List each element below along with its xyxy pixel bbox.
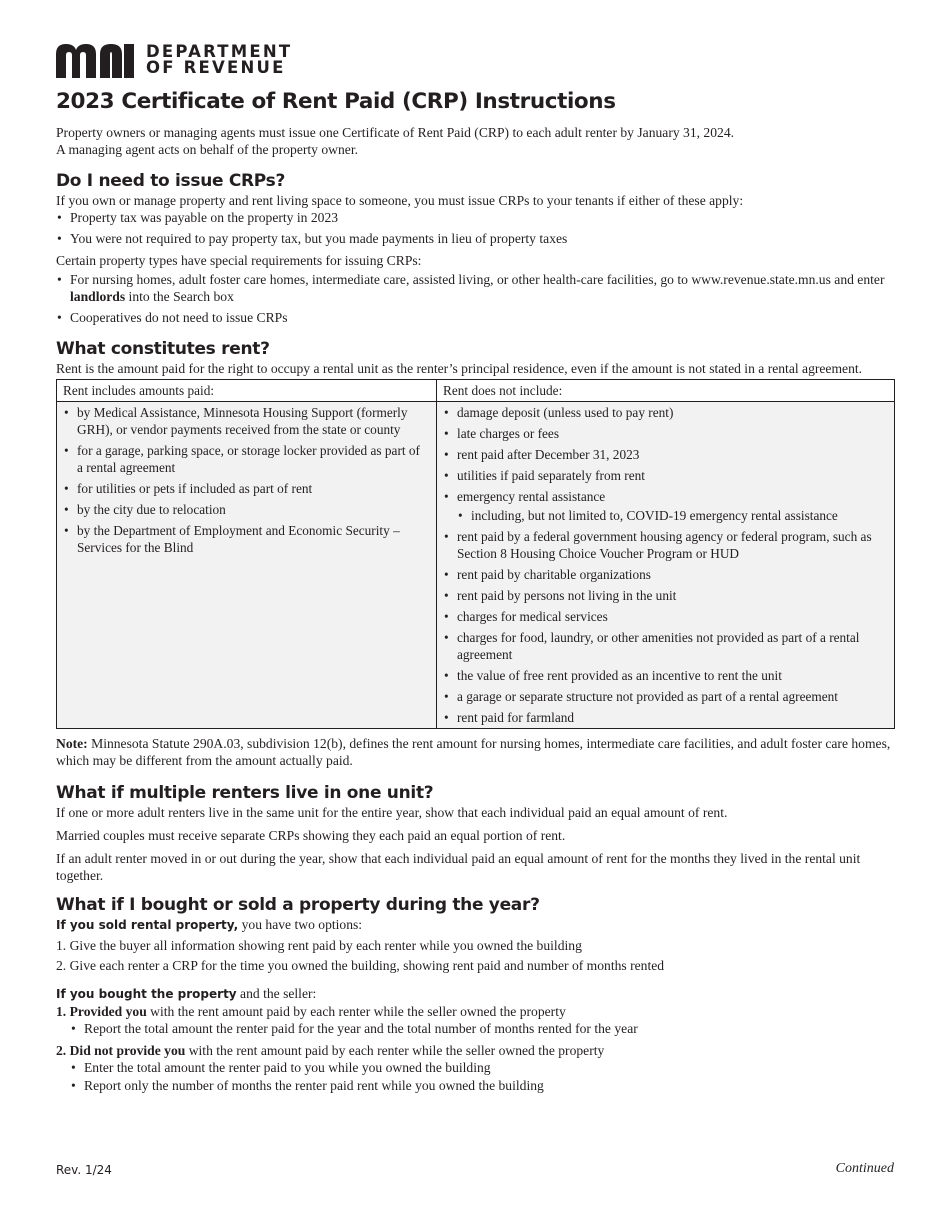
intro-line-1: Property owners or managing agents must issue one Certificate of Rent Paid (CRP) to each adult renter by January 31, 2024. xyxy=(56,125,735,140)
certain-types-text: Certain property types have special requirements for issuing CRPs: xyxy=(56,253,422,268)
list-item: • Property tax was payable on the property in 2023 xyxy=(56,209,896,226)
section-multiple-renters xyxy=(56,782,896,884)
include-item: • for utilities or pets if included as part of rent xyxy=(63,480,426,497)
include-item: • by the Department of Employment and Economic Security – Services for the Blind xyxy=(63,522,426,556)
sold-intro: If you sold rental property, you have two options: xyxy=(56,917,363,932)
section-heading: What if I bought or sold a property during the year? xyxy=(56,895,540,915)
exclude-item: • rent paid by persons not living in the unit xyxy=(443,587,888,604)
sub-item: • including, but not limited to, COVID-19 emergency rental assistance xyxy=(457,507,888,524)
section-bought-sold xyxy=(56,894,896,1094)
list-item: • You were not required to pay property tax, but you made payments in lieu of property taxes xyxy=(56,230,896,247)
include-item: • for a garage, parking space, or storage locker provided as part of a rental agreement xyxy=(63,442,426,476)
dept-line-2: OF REVENUE xyxy=(146,58,286,77)
include-item: • by the city due to relocation xyxy=(63,501,426,518)
section-heading: What constitutes rent? xyxy=(56,339,270,359)
sub-item: • Report only the number of months the renter paid rent while you owned the building xyxy=(70,1077,896,1094)
note-label: Note: xyxy=(56,736,88,751)
sub-item: • Report the total amount the renter paid for the year and the total number of months rented for the year xyxy=(70,1020,896,1037)
exclude-item: • rent paid for farmland xyxy=(443,709,888,726)
exclude-item: • rent paid by charitable organizations xyxy=(443,566,888,583)
department-logo xyxy=(56,40,896,80)
bought-intro: If you bought the property and the seller: xyxy=(56,986,317,1001)
rent-table xyxy=(56,379,895,729)
bought-option-1: 1. Provided you with the rent amount paid by each renter while the seller owned the property xyxy=(56,1004,566,1019)
list-item-nursing: • For nursing homes, adult foster care homes, intermediate care, assisted living, or other health-care facilities, go to www.revenue.state.mn.us and enter landlords into the Search box xyxy=(56,271,896,305)
include-item: • by Medical Assistance, Minnesota Housing Support (formerly GRH), or vendor payments received from the state or county xyxy=(63,404,426,438)
exclude-item: • a garage or separate structure not provided as part of a rental agreement xyxy=(443,688,888,705)
list-item: • Cooperatives do not need to issue CRPs xyxy=(56,309,896,326)
continued-label: Continued xyxy=(835,1161,894,1176)
section-heading: Do I need to issue CRPs? xyxy=(56,171,286,191)
exclude-item: • the value of free rent provided as an incentive to rent the unit xyxy=(443,667,888,684)
exclude-item: • rent paid after December 31, 2023 xyxy=(443,446,888,463)
table-header-excludes: Rent does not include: xyxy=(437,380,895,402)
bought-option-2: 2. Did not provide you with the rent amount paid by each renter while the seller owned the property xyxy=(56,1043,605,1058)
intro-line-2: A managing agent acts on behalf of the property owner. xyxy=(56,142,358,157)
sold-option-2: 2. Give each renter a CRP for the time you owned the building, showing rent paid and number of months rented xyxy=(56,958,665,973)
paragraph: If one or more adult renters live in the same unit for the entire year, show that each individual paid an equal amount of rent. xyxy=(56,805,728,820)
section-what-constitutes-rent xyxy=(56,338,896,769)
table-header-includes: Rent includes amounts paid: xyxy=(57,380,437,402)
note xyxy=(56,735,896,769)
sub-item: • Enter the total amount the renter paid to you while you owned the building xyxy=(70,1059,896,1076)
bought-lead: If you bought the property xyxy=(56,987,237,1001)
sold-lead: If you sold rental property, xyxy=(56,918,239,932)
page-title: 2023 Certificate of Rent Paid (CRP) Instructions xyxy=(56,89,616,114)
mn-logo-icon xyxy=(56,42,136,78)
exclude-item: • utilities if paid separately from rent xyxy=(443,467,888,484)
exclude-item: • damage deposit (unless used to pay rent) xyxy=(443,404,888,421)
includes-cell xyxy=(57,402,437,729)
landlords-keyword: landlords xyxy=(70,289,126,304)
exclude-item: • charges for food, laundry, or other amenities not provided as part of a rental agreement xyxy=(443,629,888,663)
section-text: If you own or manage property and rent living space to someone, you must issue CRPs to your tenants if either of these apply: xyxy=(56,193,744,208)
section-issue-crps xyxy=(56,170,896,326)
exclude-item: • rent paid by a federal government housing agency or federal program, such as Section 8 Housing Choice Voucher Program or HUD xyxy=(443,528,888,562)
note-text: Minnesota Statute 290A.03, subdivision 12(b), defines the rent amount for nursing homes, intermediate care facilities, and adult foster care homes, which may be different from the amount actually paid. xyxy=(56,736,891,768)
exclude-item-emergency: • emergency rental assistance • including, but not limited to, COVID-19 emergency rental assistance xyxy=(443,488,888,524)
exclude-item: • late charges or fees xyxy=(443,425,888,442)
sold-option-1: 1. Give the buyer all information showing rent paid by each renter while you owned the building xyxy=(56,938,582,953)
paragraph: If an adult renter moved in or out during the year, show that each individual paid an equal amount of rent for the months they lived in the rental unit together. xyxy=(56,851,861,883)
intro xyxy=(56,124,896,158)
excludes-cell xyxy=(437,402,895,729)
dept-line-1: DEPARTMENT xyxy=(146,42,293,61)
exclude-item: • charges for medical services xyxy=(443,608,888,625)
revision-label: Rev. 1/24 xyxy=(56,1163,112,1177)
section-text: Rent is the amount paid for the right to occupy a rental unit as the renter’s principal residence, even if the amount is not stated in a rental agreement. xyxy=(56,361,863,376)
section-heading: What if multiple renters live in one unit? xyxy=(56,783,434,803)
paragraph: Married couples must receive separate CRPs showing they each paid an equal portion of rent. xyxy=(56,828,566,843)
